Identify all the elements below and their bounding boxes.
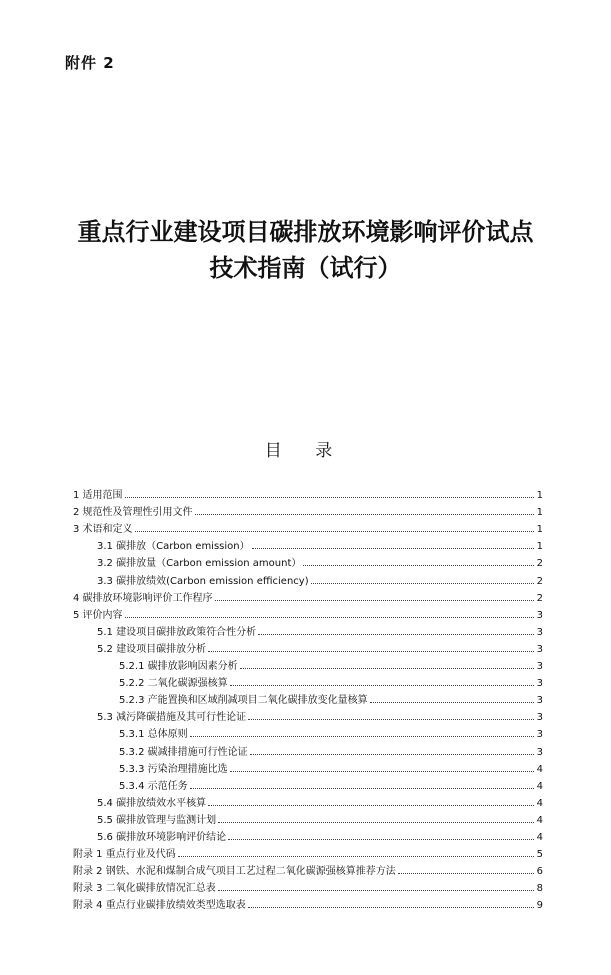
toc-entry[interactable] [73,860,543,877]
toc-entry-page: 5 [536,849,543,861]
toc-dot-leader [250,754,534,755]
toc-entry-page: 3 [536,661,543,673]
toc-entry-page: 3 [536,643,543,655]
toc-dot-leader [303,565,534,566]
toc-heading: 目 录 [264,441,347,461]
toc-dot-leader [195,514,534,515]
toc-entry-label: 5.3.4 示范任务 [119,780,188,792]
toc-entry-label: 5.2 建设项目碳排放分析 [97,643,207,655]
toc-dot-leader [178,856,534,857]
toc-dot-leader [218,822,534,823]
toc-dot-leader [208,805,534,806]
toc-entry-label: 附录 3 二氧化碳排放情况汇总表 [73,883,216,895]
toc-entry[interactable] [73,877,543,894]
document-title-line2: 技术指南（试行） [209,253,402,282]
toc-entry-page: 3 [536,712,543,724]
toc-entry-page: 3 [536,678,543,690]
toc-entry[interactable] [73,809,543,826]
toc-entry-label: 3.2 碳排放量（Carbon emission amount） [97,558,302,570]
toc-dot-leader [125,497,534,498]
toc-entry[interactable] [73,672,543,689]
toc-dot-leader [228,839,534,840]
toc-entry[interactable] [73,569,543,586]
toc-entry-label: 5.3.2 碳减排措施可行性论证 [119,746,248,758]
toc-entry[interactable] [73,604,543,621]
toc-entry-page: 4 [536,814,543,826]
toc-entry-page: 3 [536,626,543,638]
toc-entry-label: 1 适用范围 [73,490,123,502]
toc-entry[interactable] [73,894,543,911]
toc-entry-page: 6 [536,866,543,878]
toc-dot-leader [311,583,534,584]
toc-entry-label: 4 碳排放环境影响评价工作程序 [73,592,213,604]
toc-entry-page: 9 [536,900,543,912]
table-of-contents [73,484,543,911]
toc-dot-leader [252,548,534,549]
toc-entry-page: 1 [536,490,543,502]
toc-entry[interactable] [73,587,543,604]
toc-entry-label: 3.1 碳排放（Carbon emission） [97,541,250,553]
toc-entry-page: 1 [536,541,543,553]
toc-entry[interactable] [73,689,543,706]
toc-entry-page: 4 [536,780,543,792]
toc-entry-label: 5.3 减污降碳措施及其可行性论证 [97,712,247,724]
toc-entry[interactable] [73,655,543,672]
toc-entry[interactable] [73,518,543,535]
toc-entry-page: 2 [536,575,543,587]
toc-entry[interactable] [73,740,543,757]
toc-dot-leader [370,702,534,703]
toc-entry-label: 5 评价内容 [73,609,123,621]
document-title-line1: 重点行业建设项目碳排放环境影响评价试点 [77,217,534,246]
toc-entry-page: 2 [536,592,543,604]
toc-entry[interactable] [73,706,543,723]
toc-entry-label: 5.2.1 碳排放影响因素分析 [119,661,238,673]
toc-entry-page: 4 [536,797,543,809]
toc-entry-label: 5.6 碳排放环境影响评价结论 [97,831,227,843]
toc-entry[interactable] [73,484,543,501]
toc-dot-leader [208,651,534,652]
toc-entry[interactable] [73,758,543,775]
toc-entry[interactable] [73,552,543,569]
toc-entry-page: 2 [536,558,543,570]
toc-dot-leader [240,668,534,669]
toc-dot-leader [218,890,534,891]
toc-entry-label: 3 术语和定义 [73,524,133,536]
toc-entry[interactable] [73,621,543,638]
toc-entry-page: 3 [536,729,543,741]
toc-entry[interactable] [73,638,543,655]
toc-entry-label: 2 规范性及管理性引用文件 [73,507,193,519]
toc-entry-label: 5.1 建设项目碳排放政策符合性分析 [97,626,257,638]
toc-dot-leader [230,771,534,772]
toc-entry-label: 5.3.3 污染治理措施比选 [119,763,228,775]
document-title [0,214,611,286]
toc-entry-page: 3 [536,746,543,758]
toc-entry-page: 3 [536,695,543,707]
toc-entry-page: 1 [536,524,543,536]
toc-entry[interactable] [73,723,543,740]
toc-entry-label: 附录 1 重点行业及代码 [73,849,176,861]
toc-entry[interactable] [73,792,543,809]
toc-entry-page: 4 [536,763,543,775]
toc-entry-label: 3.3 碳排放绩效(Carbon emission efficiency) [97,575,309,587]
toc-entry-label: 5.2.3 产能置换和区域削减项目二氧化碳排放变化量核算 [119,695,368,707]
toc-entry-label: 5.4 碳排放绩效水平核算 [97,797,207,809]
toc-dot-leader [230,685,534,686]
toc-entry-page: 1 [536,507,543,519]
toc-entry-label: 附录 4 重点行业碳排放绩效类型选取表 [73,900,246,912]
toc-dot-leader [248,719,534,720]
toc-entry-label: 5.2.2 二氧化碳源强核算 [119,678,228,690]
toc-entry[interactable] [73,535,543,552]
toc-dot-leader [190,736,534,737]
toc-entry[interactable] [73,843,543,860]
toc-entry[interactable] [73,826,543,843]
toc-dot-leader [248,907,534,908]
toc-dot-leader [258,634,534,635]
toc-dot-leader [190,788,534,789]
toc-dot-leader [135,531,534,532]
toc-dot-leader [215,600,534,601]
toc-entry-page: 4 [536,831,543,843]
toc-entry[interactable] [73,501,543,518]
toc-entry-label: 附录 2 钢铁、水泥和煤制合成气项目工艺过程二氧化碳源强核算推荐方法 [73,866,396,878]
attachment-label: 附件 2 [65,54,115,72]
toc-entry-page: 8 [536,883,543,895]
toc-dot-leader [398,873,534,874]
toc-entry-label: 5.5 碳排放管理与监测计划 [97,814,217,826]
toc-dot-leader [125,617,534,618]
toc-entry-label: 5.3.1 总体原则 [119,729,188,741]
toc-entry-page: 3 [536,609,543,621]
toc-entry[interactable] [73,775,543,792]
